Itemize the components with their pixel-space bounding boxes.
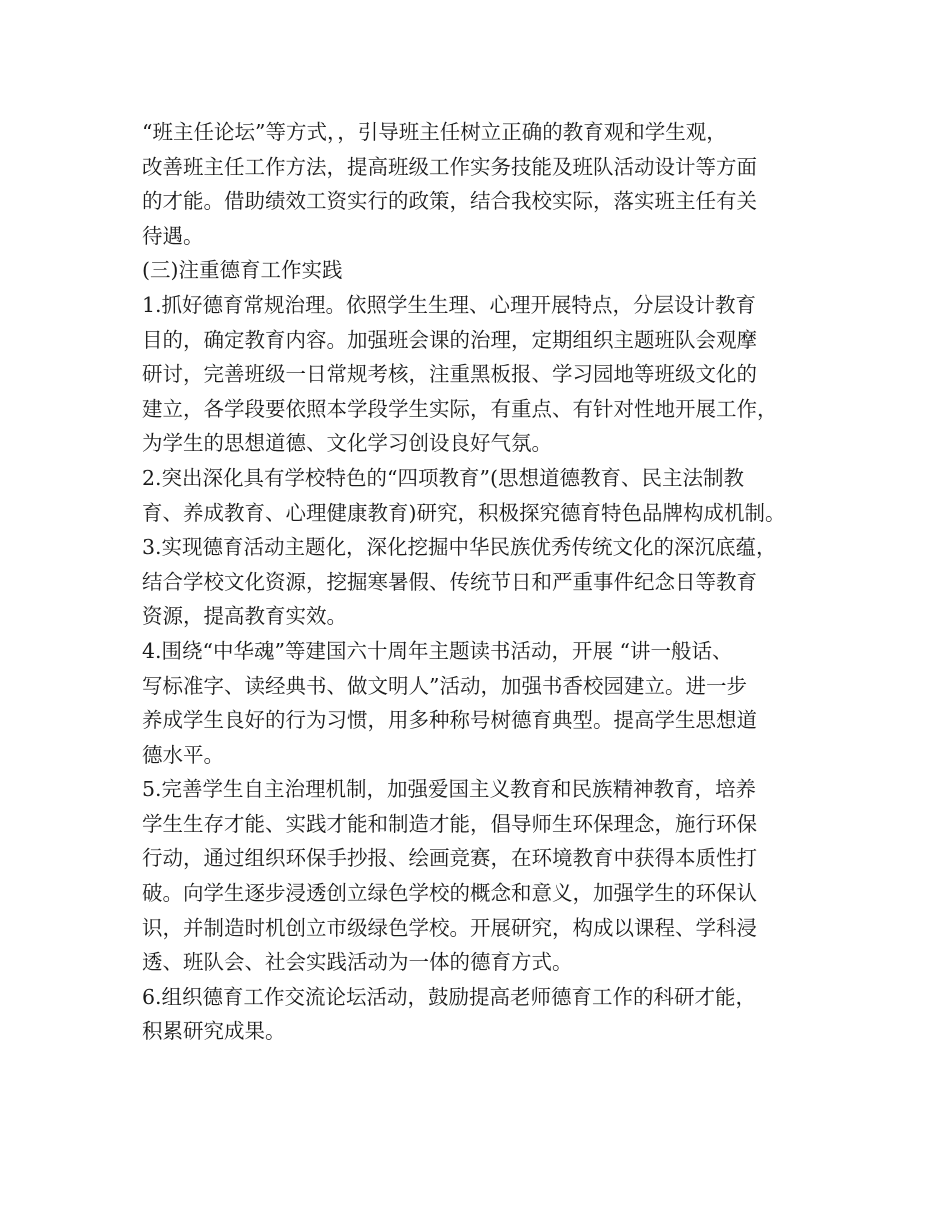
text-line: 破。向学生逐步浸透创立绿色学校的概念和意义，加强学生的环保认 [142,881,757,906]
text-line: 目的，确定教育内容。加强班会课的治理，定期组织主题班队会观摩 [142,327,757,352]
text-line: 结合学校文化资源，挖掘寒暑假、传统节日和严重事件纪念日等教育 [142,569,757,594]
text-line: 改善班主任工作方法，提高班级工作实务技能及班队活动设计等方面 [142,154,757,179]
text-line: 研讨，完善班级一日常规考核，注重黑板报、学习园地等班级文化的 [142,362,757,387]
text-line: 待遇。 [142,223,204,248]
text-line: 1.抓好德育常规治理。依照学生生理、心理开展特点，分层设计教育 [142,292,757,317]
text-line: “班主任论坛”等方式，，引导班主任树立正确的教育观和学生观， [142,120,727,144]
text-line: 行动，通过组织环保手抄报、绘画竞赛，在环境教育中获得本质性打 [142,846,757,871]
text-line: 育、养成教育、心理健康教育)研究，积极探究德育特色品牌构成机制。 [142,500,786,525]
text-line: 德水平。 [142,742,224,767]
text-line: 识，并制造时机创立市级绿色学校。开展研究，构成以课程、学科浸 [142,915,757,940]
text-line: 养成学生良好的行为习惯，用多种称号树德育典型。提高学生思想道 [142,708,757,733]
document-body [142,115,832,1049]
text-line: 写标准字、读经典书、做文明人”活动，加强书香校园建立。进一步 [142,673,747,698]
text-line: 的才能。借助绩效工资实行的政策，结合我校实际，落实班主任有关 [142,189,757,214]
text-line: 建立，各学段要依照本学段学生实际，有重点、有针对性地开展工作， [142,396,778,421]
text-line: 积累研究成果。 [142,1019,286,1044]
text-line: 6.组织德育工作交流论坛活动，鼓励提高老师德育工作的科研才能， [142,984,757,1009]
text-line: 5.完善学生自主治理机制，加强爱国主义教育和民族精神教育，培养 [142,777,757,802]
text-line: 透、班队会、社会实践活动为一体的德育方式。 [142,950,573,975]
text-line: 学生生存才能、实践才能和制造才能，倡导师生环保理念，施行环保 [142,811,757,836]
section-heading: (三)注重德育工作实践 [142,258,343,283]
text-line: 为学生的思想道德、文化学习创设良好气氛。 [142,431,552,456]
text-line: 2.突出深化具有学校特色的“四项教育”(思想道德教育、民主法制教 [142,465,745,490]
text-line: 资源，提高教育实效。 [142,604,347,629]
text-line: 4.围绕“中华魂”等建国六十周年主题读书活动，开展 “讲一般话、 [142,638,733,663]
text-line: 3.实现德育活动主题化，深化挖掘中华民族优秀传统文化的深沉底蕴， [142,535,777,560]
